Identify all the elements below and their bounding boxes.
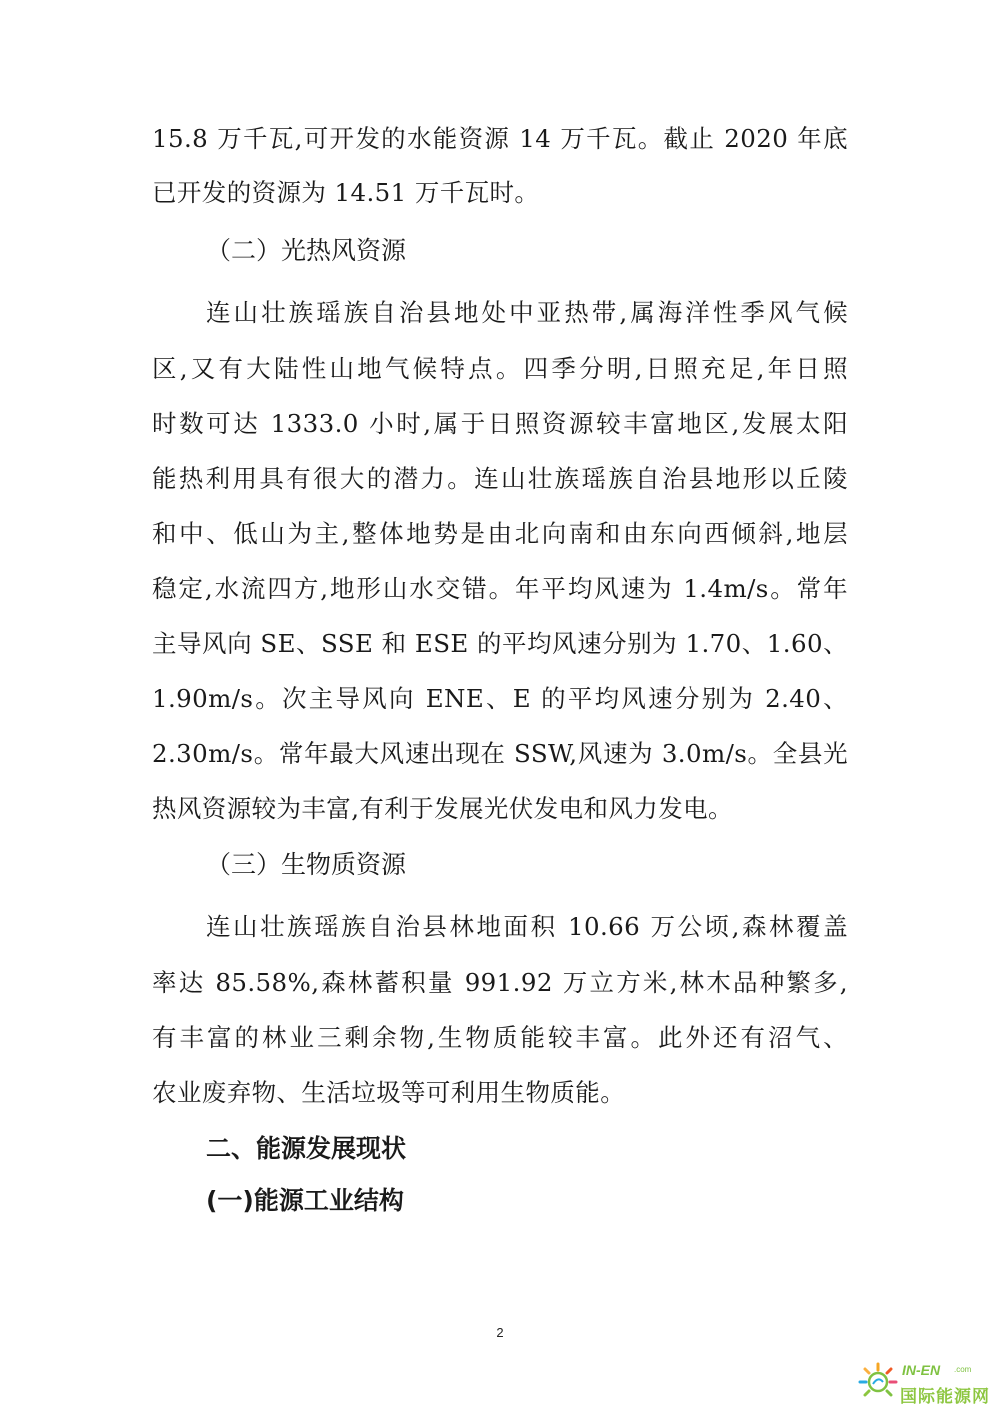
paragraph-line: 时数可达 1333.0 小时,属于日照资源较丰富地区,发展太阳 [152, 409, 848, 438]
paragraph-line: 区,又有大陆性山地气候特点。四季分明,日照充足,年日照 [152, 354, 848, 383]
paragraph-line: 和中、低山为主,整体地势是由北向南和由东向西倾斜,地层 [152, 519, 848, 548]
paragraph-line: 有丰富的林业三剩余物,生物质能较丰富。此外还有沼气、 [152, 1023, 848, 1052]
paragraph-line: 主导风向 SE、SSE 和 ESE 的平均风速分别为 1.70、1.60、 [152, 629, 848, 658]
paragraph-line: 农业废弃物、生活垃圾等可利用生物质能。 [152, 1078, 626, 1107]
page-number: 2 [496, 1325, 504, 1340]
section-heading-energy-status: 二、能源发展现状 [206, 1134, 407, 1163]
watermark-cn: 国际能源网 [900, 1387, 990, 1407]
paragraph-line: 15.8 万千瓦,可开发的水能资源 14 万千瓦。截止 2020 年底 [152, 124, 848, 153]
paragraph-line: 已开发的资源为 14.51 万千瓦时。 [152, 178, 540, 207]
section-heading-light-heat-wind: （二）光热风资源 [206, 236, 407, 265]
sun-logo-icon [858, 1362, 898, 1402]
subsection-heading-energy-industry: (一)能源工业结构 [206, 1186, 404, 1215]
watermark-com: .com [954, 1365, 972, 1374]
paragraph-line: 热风资源较为丰富,有利于发展光伏发电和风力发电。 [152, 794, 733, 823]
paragraph-line: 能热利用具有很大的潜力。连山壮族瑶族自治县地形以丘陵 [152, 464, 848, 493]
paragraph-line: 连山壮族瑶族自治县地处中亚热带,属海洋性季风气候 [206, 298, 848, 327]
paragraph-line: 连山壮族瑶族自治县林地面积 10.66 万公顷,森林覆盖 [206, 912, 848, 941]
watermark-logo [858, 1356, 993, 1408]
paragraph-line: 率达 85.58%,森林蓄积量 991.92 万立方米,林木品种繁多, [152, 968, 848, 997]
paragraph-line: 2.30m/s。常年最大风速出现在 SSW,风速为 3.0m/s。全县光 [152, 739, 848, 768]
watermark-en: IN-EN [902, 1362, 941, 1378]
paragraph-line: 稳定,水流四方,地形山水交错。年平均风速为 1.4m/s。常年 [152, 574, 848, 603]
section-heading-biomass: （三）生物质资源 [206, 850, 407, 879]
paragraph-line: 1.90m/s。次主导风向 ENE、E 的平均风速分别为 2.40、 [152, 684, 848, 713]
